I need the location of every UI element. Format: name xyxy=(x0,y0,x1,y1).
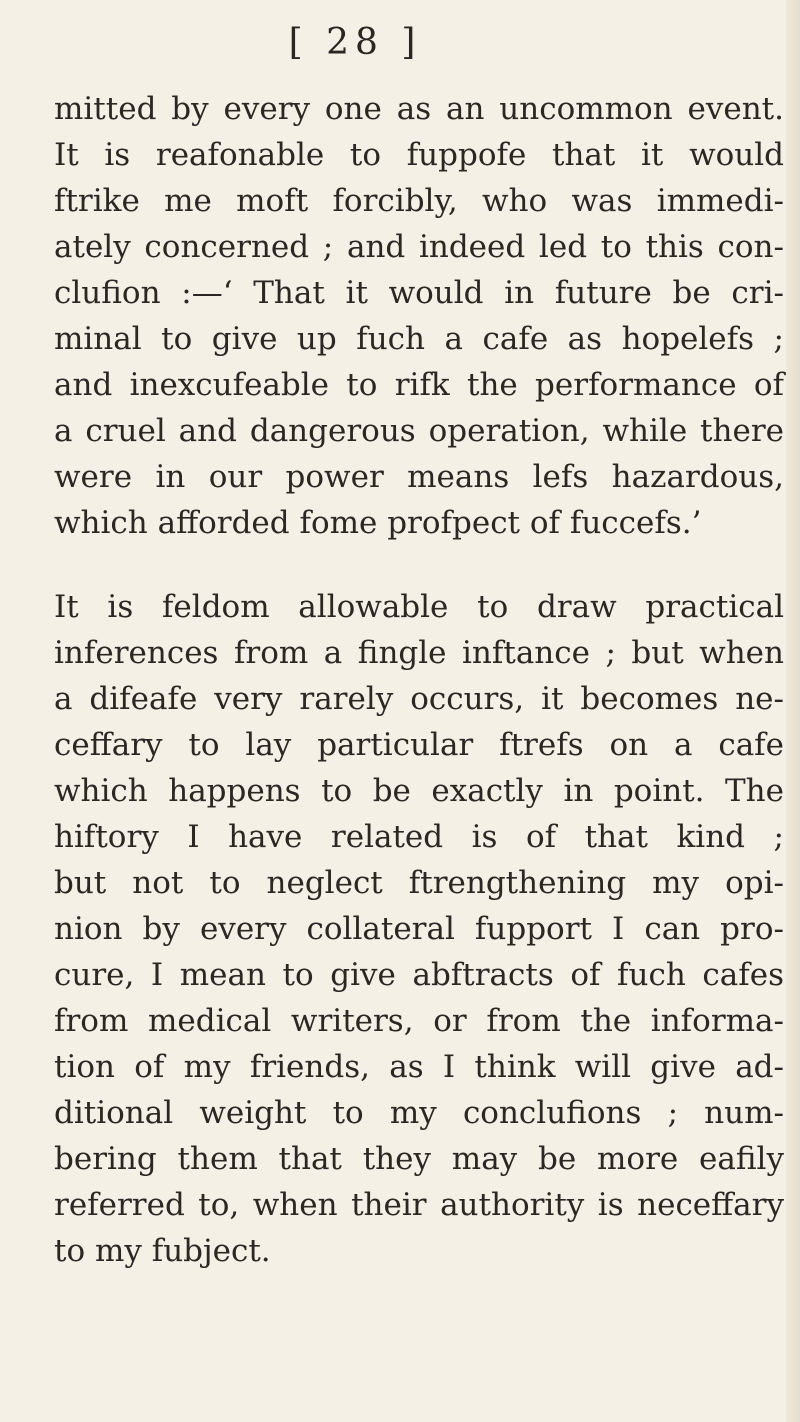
body-text xyxy=(54,86,784,1274)
text-line: inferences from a fingle inftance ; but when xyxy=(54,635,784,671)
paragraph-2 xyxy=(54,584,784,1274)
text-line: tion of my friends, as I think will give ad- xyxy=(54,1049,784,1085)
text-line: from medical writers, or from the informa- xyxy=(54,1003,784,1039)
text-line: bering them that they may be more eafily xyxy=(54,1141,784,1177)
text-line: mitted by every one as an uncommon event. xyxy=(54,91,784,127)
page-number: [ 28 ] xyxy=(288,22,422,63)
text-line: which happens to be exactly in point. The xyxy=(54,773,784,809)
text-line: a difeafe very rarely occurs, it becomes ne- xyxy=(54,681,784,717)
text-line: were in our power means lefs hazardous, xyxy=(54,459,784,495)
text-line: but not to neglect ftrengthening my opi- xyxy=(54,865,784,901)
text-line: It is reafonable to fuppofe that it would xyxy=(54,137,784,173)
text-line: hiftory I have related is of that kind ; xyxy=(54,819,784,855)
text-line: referred to, when their authority is neceffary xyxy=(54,1187,784,1223)
text-line: ceffary to lay particular ftrefs on a cafe xyxy=(54,727,784,763)
text-line: ately concerned ; and indeed led to this con- xyxy=(54,229,784,265)
text-line: a cruel and dangerous operation, while there xyxy=(54,413,784,449)
text-line: ditional weight to my conclufions ; num- xyxy=(54,1095,784,1131)
text-line: cure, I mean to give abftracts of fuch cafes xyxy=(54,957,784,993)
text-line: to my fubject. xyxy=(54,1233,271,1269)
page-edge xyxy=(786,0,800,1422)
paragraph-gap xyxy=(54,546,784,584)
text-line: and inexcufeable to rifk the performance of xyxy=(54,367,784,403)
text-line: clufion :—‘ That it would in future be cri- xyxy=(54,275,784,311)
text-line: ftrike me moft forcibly, who was immedi- xyxy=(54,183,784,219)
text-line: It is feldom allowable to draw practical xyxy=(54,589,784,625)
text-line: nion by every collateral fupport I can pro- xyxy=(54,911,784,947)
paragraph-1 xyxy=(54,86,784,546)
text-line: which afforded fome profpect of fuccefs.’ xyxy=(54,505,702,541)
text-line: minal to give up fuch a cafe as hopelefs ; xyxy=(54,321,784,357)
